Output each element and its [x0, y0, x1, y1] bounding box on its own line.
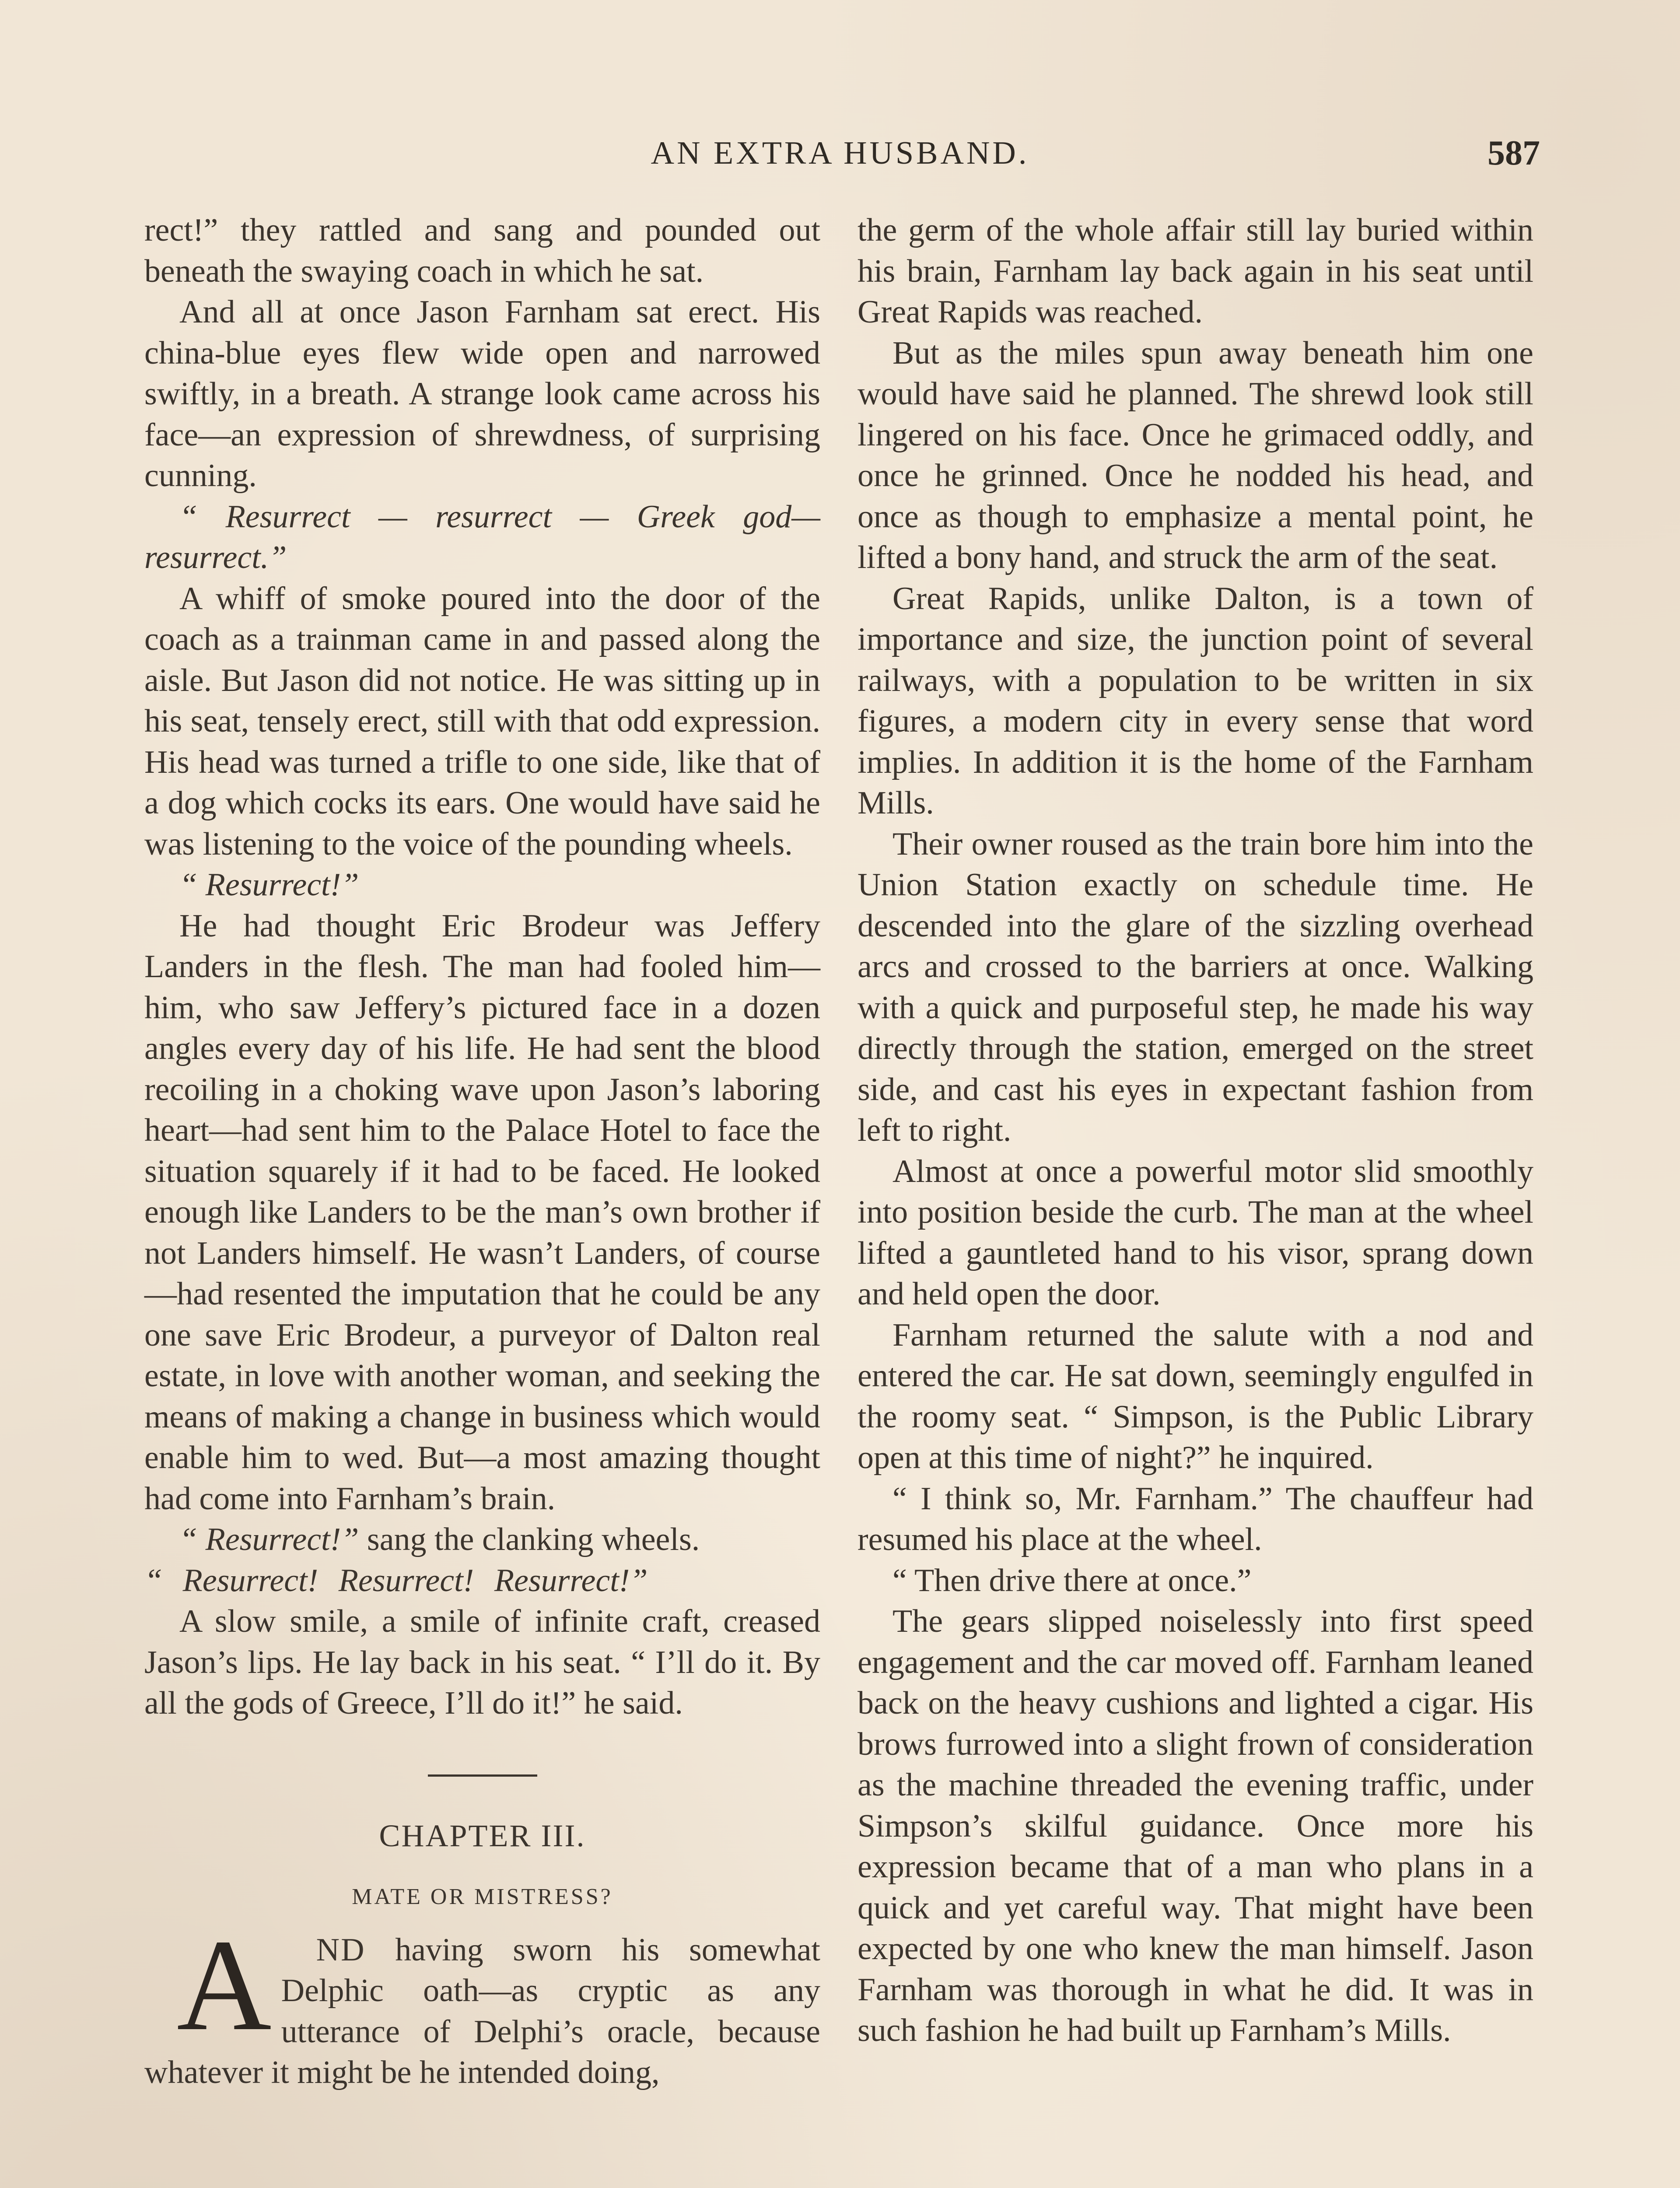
page-header [140, 131, 1540, 175]
opening-lead: ND [316, 1932, 366, 1968]
right-column [858, 210, 1533, 2051]
paragraph: A whiff of smoke poured into the door of the coach as a trainman came in and passed along the aisle. But Jason did not notice. He was sitting up in his seat, tensely erect, still with that odd expression. His head was turned a trifle to one side, like that of a dog which cocks its ears. One would have said he was listening to the voice of the pounding wheels. [144, 580, 820, 862]
paragraph: “ I think so, Mr. Farnham.” The chauffeur had resumed his place at the wheel. [858, 1480, 1533, 1557]
paragraph: Great Rapids, unlike Dalton, is a town of importance and size, the junction point of several railways, with a population to be written in six figures, a modern city in every sense that word implies. In addition it is the home of the Farnham Mills. [858, 580, 1533, 821]
chapter-number: CHAPTER III. [379, 1818, 586, 1853]
quoted-line: “ Resurrect!” [179, 867, 359, 903]
chapter-divider [428, 1774, 537, 1777]
chapter-title: MATE OR MISTRESS? [352, 1884, 613, 1909]
resurrect-line [144, 1519, 820, 1560]
left-column [144, 210, 820, 2093]
paragraph: “ Then drive there at once.” [892, 1562, 1252, 1599]
paragraph: Farnham returned the salute with a nod and entered the car. He sat down, seemingly engulfed in the roomy seat. “ Simpson, is the Public Library open at this time of night?” he inquired. [858, 1317, 1533, 1476]
resurrect-quote: “ Resurrect!” [179, 1522, 359, 1557]
paragraph: Almost at once a powerful motor slid smoothly into position beside the curb. The man at the wheel lifted a gauntleted hand to his visor, sprang down and held open the door. [858, 1153, 1533, 1312]
paragraph: A slow smile, a smile of infinite craft, creased Jason’s lips. He lay back in his seat. “ I’ll do it. By all the gods of Greece, I’ll do it!” he said. [144, 1603, 820, 1721]
page-number: 587 [1488, 134, 1540, 172]
opening-text: having sworn his somewhat Delphic oath—as cryptic as any utterance of Delphi’s oracle, because whatever it might be he intended doing, [144, 1932, 820, 2090]
drop-cap: A [177, 1912, 272, 2058]
paragraph: Their owner roused as the train bore him into the Union Station exactly on schedule time. He descended into the glare of the sizzling overhead arcs and crossed to the barriers at once. Walking with a quick and purposeful step, he made his way directly through the station, emerged on the street side, and cast his eyes in expectant fashion from left to right. [858, 826, 1533, 1148]
resurrect-tail: sang the clanking wheels. [359, 1522, 700, 1557]
paragraph: the germ of the whole affair still lay buried within his brain, Farnham lay back again in his seat until Great Rapids was reached. [858, 212, 1533, 330]
paragraph: And all at once Jason Farnham sat erect. His china-blue eyes flew wide open and narrowed swiftly, in a breath. A strange look came across his face—an expression of shrewdness, of surprising cunning. [144, 294, 820, 494]
paragraph: He had thought Eric Brodeur was Jeffery Landers in the flesh. The man had fooled him—him, who saw Jeffery’s pictured face in a dozen angles every day of his life. He had sent the blood recoiling in a choking wave upon Jason’s laboring heart—had sent him to the Palace Hotel to face the situation squarely if it had to be faced. He looked enough like Landers to be the man’s own brother if not Landers himself. He wasn’t Landers, of course—had resented the imputation that he could be any one save Eric Brodeur, a purveyor of Dalton real estate, in love with another woman, and seeking the means of making a change in business which would enable him to wed. But—a most amazing thought had come into Farnham’s brain. [144, 908, 820, 1517]
paragraph: But as the miles spun away beneath him one would have said he planned. The shrewd look still lingered on his face. Once he grimaced oddly, and once he grinned. Once he nodded his head, and once as though to emphasize a mental point, he lifted a bony hand, and struck the arm of the seat. [858, 335, 1533, 575]
paragraph: The gears slipped noiselessly into first speed engagement and the car moved off. Farnham leaned back on the heavy cushions and lighted a cigar. His brows furrowed into a slight frown of consideration as the machine threaded the evening traffic, under Simpson’s skilful guidance. Once more his expression became that of a man who plans in a quick and yet careful way. That might have been expected by one who knew the man himself. Jason Farnham was thorough in what he did. It was in such fashion he had built up Farnham’s Mills. [858, 1603, 1533, 2048]
chapter-opening-paragraph [144, 1912, 820, 2093]
running-title: AN EXTRA HUSBAND. [651, 135, 1029, 171]
resurrect-chant: “ Resurrect! Resurrect! Resurrect!” [144, 1562, 648, 1599]
quoted-line: “ Resurrect — resurrect — Greek god—resurrect.” [144, 498, 820, 575]
paragraph: rect!” they rattled and sang and pounded out beneath the swaying coach in which he sat. [144, 212, 820, 289]
